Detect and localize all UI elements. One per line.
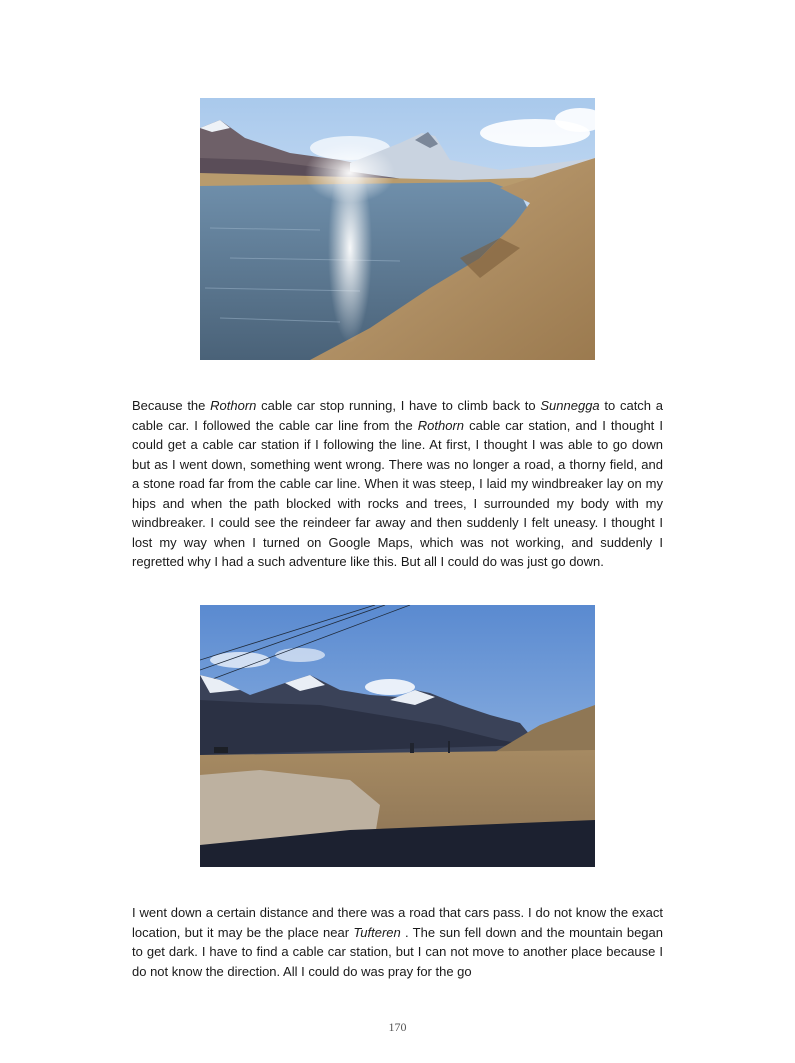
page-number: 170 bbox=[388, 1020, 407, 1034]
place-name-rothorn: Rothorn bbox=[417, 417, 465, 433]
place-name-rothorn: Rothorn bbox=[210, 398, 257, 413]
body-paragraph-2: I went down a certain distance and there was a road that cars pass. I do not know the exact location, but it may be the place near Tufteren . The sun fell down and the mountain began to get dark. I have to find a cable car station, but I can not move to another place because I do not know the direction. All I could do was pray for the go bbox=[132, 905, 663, 979]
lake-photo bbox=[200, 98, 595, 360]
place-name-tufteren: Tufteren bbox=[353, 924, 401, 940]
place-name-sunnegga: Sunnegga bbox=[540, 398, 600, 413]
mountain-road-photo bbox=[200, 605, 595, 867]
body-paragraph-1: Because the Rothorn cable car stop running, I have to climb back to Sunnegga to catch a cable car. I followed the cable car line from the Rothorn cable car station, and I thought I could get a cable car station if I following the line. At first, I thought I was able to go down but as I went down, something went wrong. There was no longer a road, a thorny field, and a stone road far from the cable car line. When it was steep, I laid my windbreaker lay on my hips and when the path blocked with rocks and trees, I surrounded my body with my windbreaker. I could see the reindeer far away and then suddenly I felt uneasy. I thought I lost my way when I turned on Google Maps, which was not working, and suddenly I regretted why I had a such adventure like this. But all I could do was just go down. bbox=[132, 398, 663, 569]
